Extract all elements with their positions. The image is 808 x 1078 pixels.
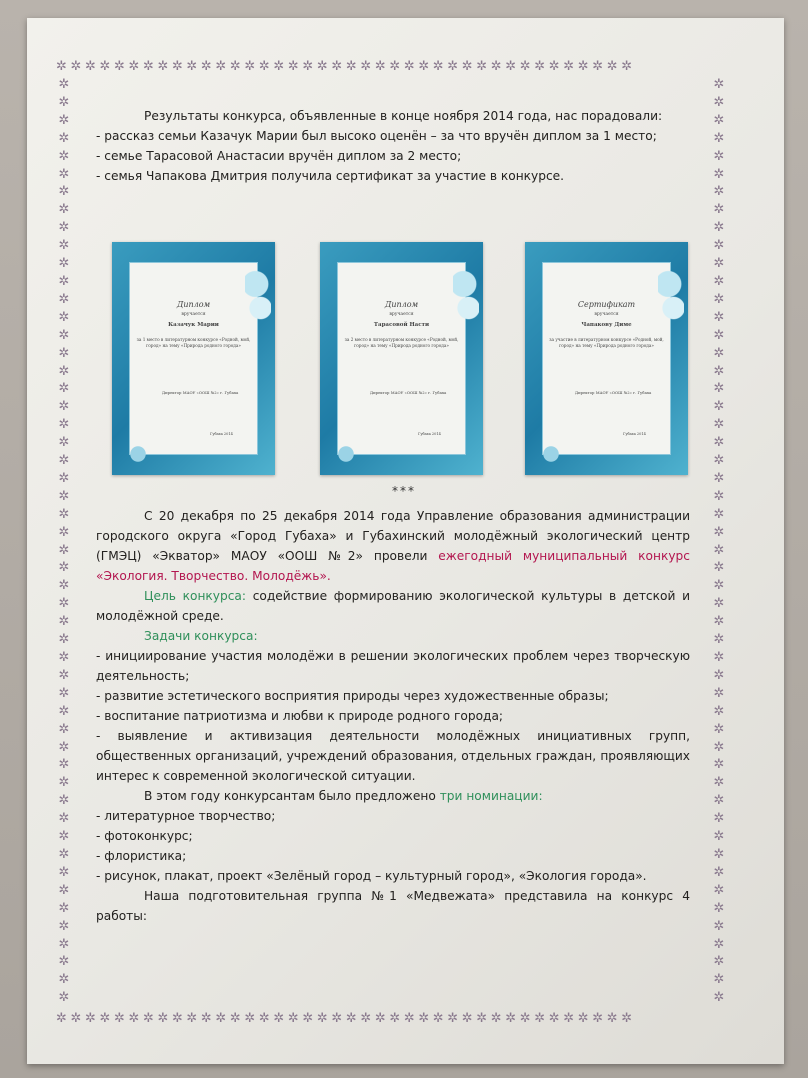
star-border-bottom: ✲✲✲✲✲✲✲✲✲✲✲✲✲✲✲✲✲✲✲✲✲✲✲✲✲✲✲✲✲✲✲✲✲✲✲✲✲✲✲✲ [56,1012,636,1025]
leaf-ornament [658,266,684,326]
intro-item: - семье Тарасовой Анастасии вручён диплом за 2 место; [96,149,462,163]
diploma-date: Губаха 2014 [418,432,441,436]
diploma-sign: Директор МАОУ «ООШ №2» г. Губаха [575,390,652,395]
leaf-ornament [326,439,366,469]
task-item: - воспитание патриотизма и любви к природе родного города; [96,709,504,723]
diploma-name: Чапакову Диме [581,322,632,328]
nomination-item: - литературное творчество; [96,809,276,823]
diploma-title: Диплом [176,300,211,309]
diploma-sign: Директор МАОУ «ООШ №2» г. Губаха [370,390,447,395]
diploma-sub: вручается [389,312,414,317]
diploma-date: Губаха 2014 [623,432,646,436]
intro-item: - семья Чапакова Дмитрия получила сертификат за участие в конкурсе. [96,169,565,183]
diploma-photos [112,242,686,478]
nominations-intro: В этом году конкурсантам было предложено три номинации: [144,789,543,803]
paragraph-goal: Цель конкурса: содействие формированию экологической культуры в детской и молодёжной среде. [96,589,690,623]
task-item: - развитие эстетического восприятия природы через художественные образы; [96,689,609,703]
goal-label: Цель конкурса: [144,589,246,603]
task-item: - инициирование участия молодёжи в решении экологических проблем через творческую деятельность; [96,649,690,683]
diploma-name: Казачук Марии [168,322,219,328]
section2-block [96,506,690,926]
leaf-ornament [531,439,571,469]
paragraph-contest: С 20 декабря по 25 декабря 2014 года Управление образования администрации городского округа «Город Губаха» и Губахинский молодёжный экологический центр (ГМЭЦ) «Экватор» МАОУ «ООШ №2» провели ежегодный муниципальный конкурс «Экология. Творчество. Молодёжь». [96,509,690,583]
intro-lead: Результаты конкурса, объявленные в конце ноября 2014 года, нас порадовали: [144,109,663,123]
certificate-title: Сертификат [577,300,636,309]
tasks-heading [96,626,690,646]
diploma-body: за 1 место в литературном конкурсе «Родной, мой, город» на тему «Природа родного города» [136,337,251,348]
diploma-name: Тарасовой Насти [373,322,430,328]
diploma-card-1 [112,242,275,475]
section-separator: *** [392,484,416,498]
star-border-left: ✲ ✲ ✲ ✲ ✲ ✲ ✲ ✲ ✲ ✲ ✲ ✲ ✲ ✲ ✲ ✲ ✲ ✲ ✲ ✲ ✲ ✲ ✲ ✲ ✲ ✲ ✲ ✲ ✲ ✲ ✲ ✲ ✲ ✲ ✲ ✲ ✲ ✲ ✲ ✲ ✲ ✲ ✲ ✲ ✲ ✲ ✲ ✲ ✲ ✲ ✲ ✲ [58,77,70,1006]
diploma-title: Диплом [384,300,419,309]
star-border-top: ✲✲✲✲✲✲✲✲✲✲✲✲✲✲✲✲✲✲✲✲✲✲✲✲✲✲✲✲✲✲✲✲✲✲✲✲✲✲✲✲ [56,60,636,73]
diploma-sub: вручается [594,312,619,317]
nomination-item: - фотоконкурс; [96,829,193,843]
intro-block [96,106,690,186]
closing-paragraph: Наша подготовительная группа №1 «Медвежата» представила на конкурс 4 работы: [96,889,690,923]
diploma-card-3 [525,242,688,475]
contest-name-highlight: ежегодный муниципальный конкурс «Экология. Творчество. Молодёжь». [96,549,690,583]
diploma-date: Губаха 2014 [210,432,233,436]
task-item: - выявление и активизация деятельности молодёжных инициативных групп, общественных организаций, учреждений образования, отдельных граждан, проявляющих интерес к современной экологической ситуации. [96,729,690,783]
nominations-label: три номинации: [439,789,543,803]
diploma-body: за участие в литературном конкурсе «Родной, мой, город» на тему «Природа родного города» [549,337,664,348]
diploma-sub: вручается [181,312,206,317]
leaf-ornament [245,266,271,326]
leaf-ornament [118,439,158,469]
tasks-label: Задачи конкурса: [144,629,258,643]
nomination-item: - рисунок, плакат, проект «Зелёный город – культурный город», «Экология города». [96,869,647,883]
leaf-ornament [453,266,479,326]
intro-item: - рассказ семьи Казачук Марии был высоко оценён – за что вручён диплом за 1 место; [96,129,657,143]
nomination-item: - флористика; [96,849,187,863]
diploma-sign: Директор МАОУ «ООШ №2» г. Губаха [162,390,239,395]
diploma-body: за 2 место в литературном конкурсе «Родной, мой, город» на тему «Природа родного города» [344,337,459,348]
star-border-right: ✲ ✲ ✲ ✲ ✲ ✲ ✲ ✲ ✲ ✲ ✲ ✲ ✲ ✲ ✲ ✲ ✲ ✲ ✲ ✲ ✲ ✲ ✲ ✲ ✲ ✲ ✲ ✲ ✲ ✲ ✲ ✲ ✲ ✲ ✲ ✲ ✲ ✲ ✲ ✲ ✲ ✲ ✲ ✲ ✲ ✲ ✲ ✲ ✲ ✲ ✲ ✲ [713,77,725,1006]
diploma-card-2 [320,242,483,475]
